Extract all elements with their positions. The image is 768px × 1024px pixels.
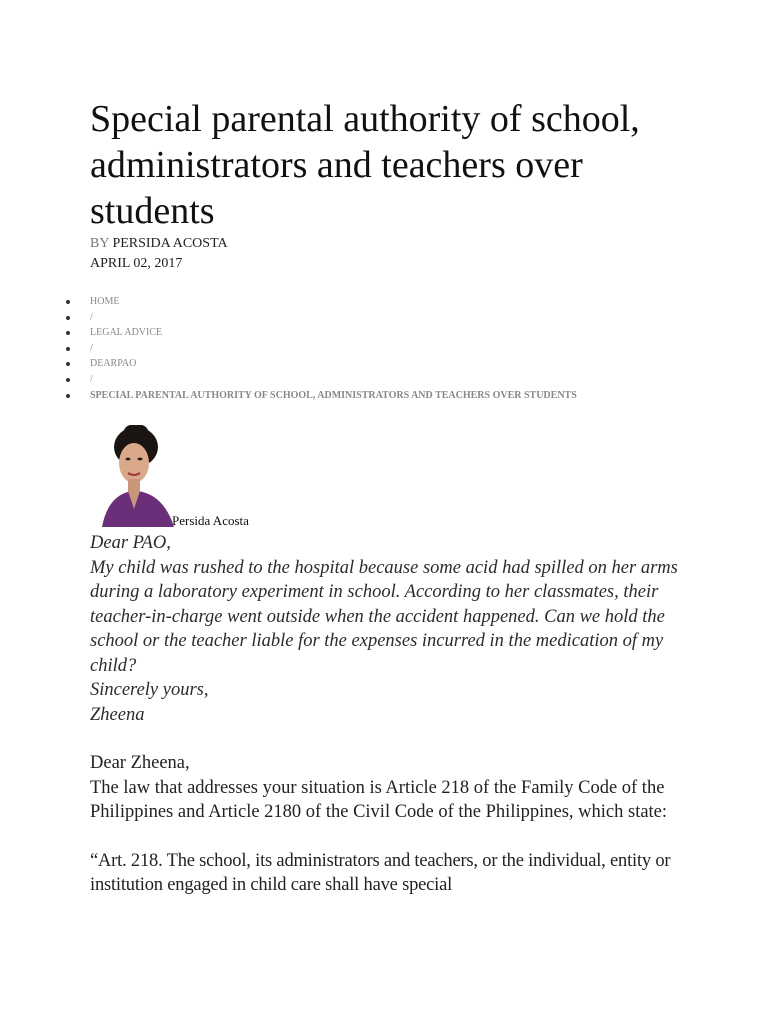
portrait-caption: Persida Acosta xyxy=(172,513,249,529)
breadcrumb-legal-advice[interactable]: LEGAL ADVICE xyxy=(90,325,690,341)
article-page xyxy=(90,96,690,898)
breadcrumb-separator: / xyxy=(90,341,690,357)
letter-body: My child was rushed to the hospital because some acid had spilled on her arms during a laboratory experiment in school. According to her classmates, their teacher-in-charge went outside when the accident happened. Can we hold the school or the teacher liable for the expenses incurred in the medication of my child? xyxy=(90,557,678,676)
reader-letter xyxy=(90,531,690,727)
letter-salutation: Dear PAO, xyxy=(90,533,171,554)
article-meta xyxy=(90,234,690,274)
breadcrumb-separator: / xyxy=(90,310,690,326)
breadcrumb-dearpao[interactable]: DEARPAO xyxy=(90,356,690,372)
reply-body: The law that addresses your situation is Article 218 of the Family Code of the Philippines and Article 2180 of the Civil Code of the Philippines, which state: xyxy=(90,777,668,823)
reply-salutation: Dear Zheena, xyxy=(90,753,190,774)
author-portrait xyxy=(98,425,174,527)
byline xyxy=(90,234,690,254)
law-quote: “Art. 218. The school, its administrators and teachers, or the individual, entity or institution engaged in child care shall have special xyxy=(90,850,671,896)
letter-closing: Sincerely yours, xyxy=(90,680,209,701)
publish-date: APRIL 02, 2017 xyxy=(90,256,183,271)
breadcrumb-separator: / xyxy=(90,372,690,388)
byline-label: BY xyxy=(90,236,109,251)
letter-signature: Zheena xyxy=(90,704,145,725)
author-link[interactable]: PERSIDA ACOSTA xyxy=(112,236,228,251)
breadcrumb-current: SPECIAL PARENTAL AUTHORITY OF SCHOOL, ADMINISTRATORS AND TEACHERS OVER STUDENTS xyxy=(90,388,690,404)
breadcrumb-home[interactable]: HOME xyxy=(90,294,690,310)
author-figure xyxy=(90,425,690,529)
breadcrumb xyxy=(90,294,690,403)
article-title: Special parental authority of school, administrators and teachers over students xyxy=(90,98,640,232)
answer xyxy=(90,751,690,825)
